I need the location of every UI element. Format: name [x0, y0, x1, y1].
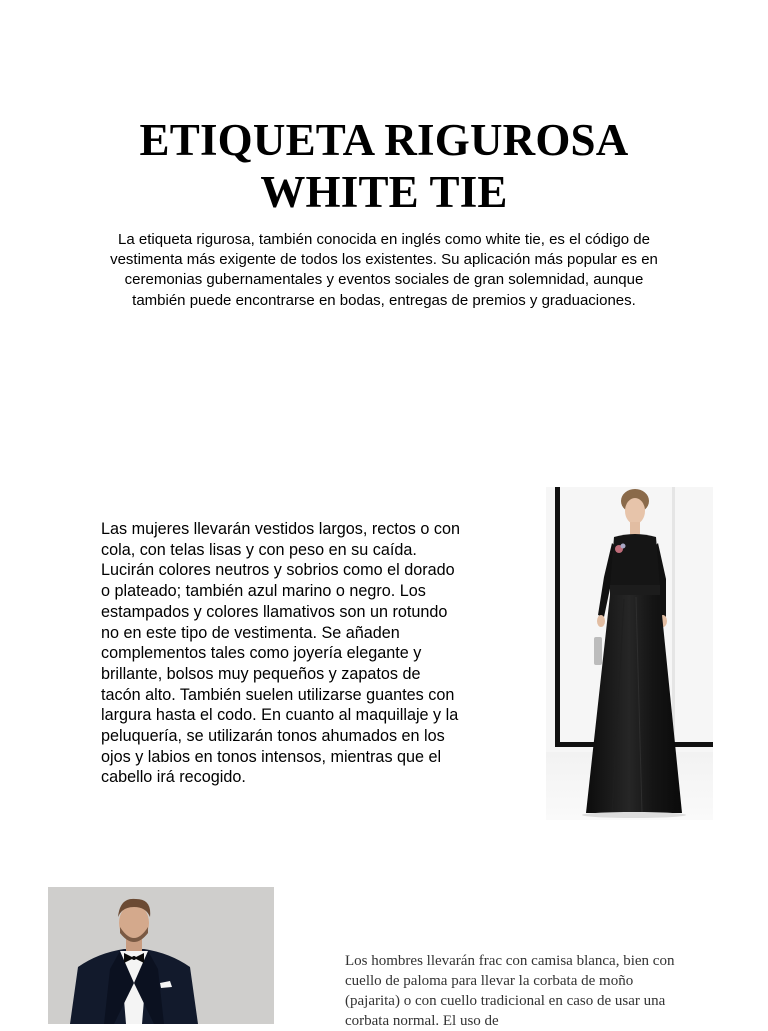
title-line-1: ETIQUETA RIGUROSA	[139, 115, 629, 165]
man-tuxedo-photo	[48, 887, 274, 1024]
men-suit-paragraph: Los hombres llevarán frac con camisa blanca, bien con cuello de paloma para llevar la corbata de moño (pajarita) o con cuello tradicional en caso de usar una corbata normal. El uso de	[345, 953, 675, 1029]
woman-gown-photo	[546, 487, 713, 820]
page-title	[0, 114, 768, 218]
women-dress-paragraph: Las mujeres llevarán vestidos largos, rectos o con cola, con telas lisas y con peso en su caída. Lucirán colores neutros y sobrios como el dorado o plateado; también azul marino o negro. Los estampados y colores llamativos son un rotundo no en este tipo de vestimenta. Se añaden complementos tales como joyería elegante y brillante, bolsos muy pequeños y zapatos de tacón alto. También suelen utilizarse guantes con largura hasta el codo. En cuanto al maquillaje y la peluquería, se utilizarán tonos ahumados en los ojos y labios en tonos intensos, mientras que el cabello irá recogido.	[101, 520, 460, 787]
intro-paragraph: La etiqueta rigurosa, también conocida en inglés como white tie, es el código de vestimenta más exigente de todos los existentes. Su aplicación más popular es en ceremonias gubernamentales y eventos sociales de gran solemnidad, aunque también puede encontrarse en bodas, entregas de premios y graduaciones.	[110, 231, 658, 309]
title-line-2: WHITE TIE	[260, 167, 508, 217]
